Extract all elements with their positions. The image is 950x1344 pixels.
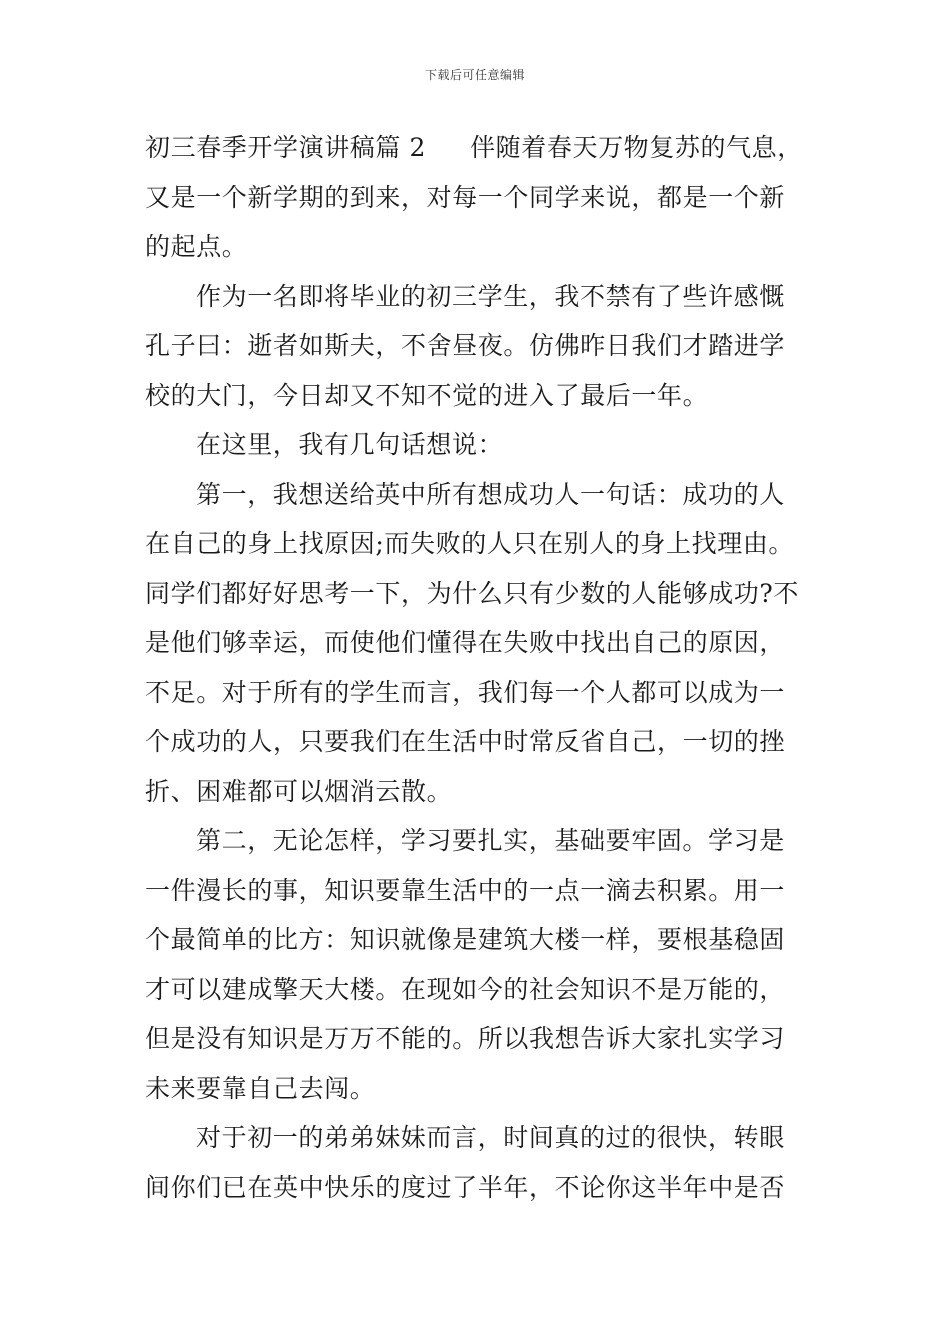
- paragraph-line: 孔子曰：逝者如斯夫，不舍昼夜。仿佛昨日我们才踏进学: [145, 331, 786, 360]
- paragraph-line: 是他们够幸运，而使他们懂得在失败中找出自己的原因，: [145, 628, 786, 657]
- paragraph-line: 折、困难都可以烟消云散。: [145, 776, 453, 806]
- paragraph-line: 一件漫长的事，知识要靠生活中的一点一滴去积累。用一: [145, 875, 786, 905]
- paragraph-line: 第二，无论怎样，学习要扎实，基础要牢固。学习是: [196, 826, 785, 855]
- page-header-note: 下载后可任意编辑: [424, 68, 525, 82]
- paragraph-line: 才可以建成擎天大楼。在现如今的社会知识不是万能的，: [145, 974, 786, 1004]
- document-body: [145, 128, 809, 1217]
- paragraph-line: 在这里，我有几句话想说：: [196, 430, 504, 459]
- paragraph-line: 未来要靠自己去闯。: [145, 1073, 376, 1103]
- paragraph-line: 对于初一的弟弟妹妹而言，时间真的过的很快，转眼: [196, 1123, 785, 1152]
- paragraph-line: 个成功的人，只要我们在生活中时常反省自己，一切的挫: [145, 727, 786, 756]
- paragraph-line: 但是没有知识是万万不能的。所以我想告诉大家扎实学习: [145, 1024, 786, 1053]
- paragraph-line: 第一，我想送给英中所有想成功人一句话：成功的人: [196, 479, 785, 509]
- paragraph-line: 不足。对于所有的学生而言，我们每一个人都可以成为一: [145, 677, 786, 707]
- paragraph-line: 又是一个新学期的到来，对每一个同学来说，都是一个新: [145, 182, 786, 212]
- paragraph-line: 校的大门，今日却又不知不觉的进入了最后一年。: [145, 380, 709, 410]
- paragraph-1-line-1: [145, 128, 809, 178]
- paragraph-line: 同学们都好好思考一下，为什么只有少数的人能够成功?不: [145, 578, 800, 608]
- paragraph-line: 在自己的身上找原因;而失败的人只在别人的身上找理由。: [145, 529, 795, 558]
- paragraph-line: 的起点。: [145, 232, 248, 261]
- paragraph-line: 作为一名即将毕业的初三学生，我不禁有了些许感慨: [196, 281, 785, 311]
- document-title: 初三春季开学演讲稿篇 2: [145, 133, 427, 162]
- paragraph-text: 伴随着春天万物复苏的气息，: [470, 133, 803, 162]
- paragraph-line: 间你们已在英中快乐的度过了半年，不论你这半年中是否: [145, 1172, 786, 1202]
- paragraph-line: 个最简单的比方：知识就像是建筑大楼一样，要根基稳固: [145, 925, 786, 954]
